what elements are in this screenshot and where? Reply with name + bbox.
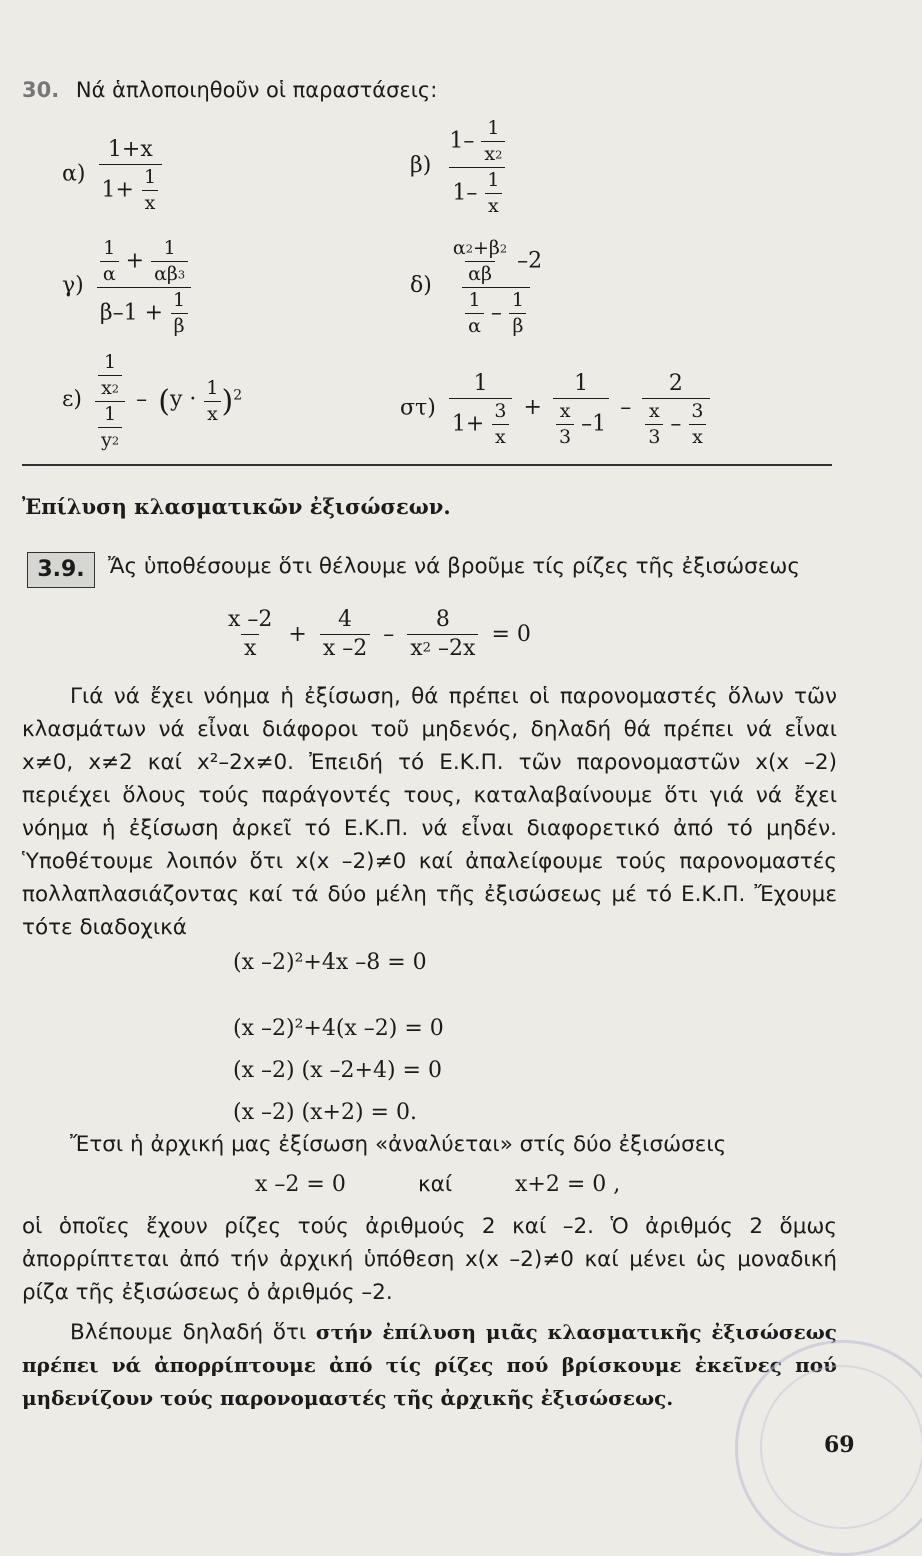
split-intro: Ἔτσι ἡ ἀρχική μας ἐξίσωση «ἀναλύεται» στίς δύο ἐξισώσεις — [70, 1132, 727, 1157]
explanation-paragraph: Γιά νά ἔχει νόημα ἡ ἐξίσωση, θά πρέπει οἱ παρονομαστές ὅλων τῶν κλασμάτων νά εἶναι διάφοροι τοῦ μηδενός, δηλαδή θά πρέπει νά εἶναι x≠0, x≠2 καί x²–2x≠0. Ἐπειδή τό Ε.Κ.Π. τῶν παρονομαστῶν x(x –2) περιέχει ὅλους τούς παράγοντές τους, καταλαβαίνουμε ὅτι γιά νά ἔχει νόημα ἡ ἐξίσωση ἀρκεῖ τό Ε.Κ.Π. νά εἶναι διαφορετικό ἀπό τό μηδέν. Ὑποθέτουμε λοιπόν ὅτι x(x –2)≠0 καί ἀπαλείφουμε τούς παρονομαστές πολλαπλασιάζοντας καί τά δύο μέλη τῆς ἐξισώσεως μέ τό Ε.Κ.Π. Ἔχουμε τότε διαδοχικά — [22, 684, 837, 940]
roots-paragraph: οἱ ὁποῖες ἔχουν ρίζες τούς ἀριθμούς 2 καί –2. Ὁ ἀριθμός 2 ὅμως ἀπορρίπτεται ἀπό τήν ἀρχική ὑπόθεση x(x –2)≠0 καί μένει ὡς μοναδική ρίζα τῆς ἐξισώσεως ὁ ἀριθμός –2. — [22, 1214, 837, 1305]
page-number: 69 — [824, 1432, 855, 1458]
derivation-step: (x –2) (x+2) = 0. — [233, 1100, 417, 1125]
item-epsilon: ε) $\frac{\frac{1}{x2}}{\frac{1}{y2}}$ – (y · $\frac{1}{x}$ )$^2$ — [62, 351, 243, 451]
exercise-prompt: Νά ἁπλοποιηθοῦν οἱ παραστάσεις: — [75, 78, 438, 102]
item-label: α) — [62, 161, 86, 187]
conclusion-bold: στήν ἐπίλυση μιᾶς κλασματικῆς ἐξισώσεως πρέπει νά ἀπορρίπτουμε ἀπό τίς ρίζες πού βρίσκουμε ἐκεῖνες πού μηδενίζουν τούς παρονομαστές τῆς ἀρχικῆς ἐξισώσεως. — [22, 1320, 837, 1410]
item-label: γ) — [62, 272, 84, 298]
split-conjunction: καί — [418, 1172, 453, 1197]
derivation-step: (x –2) (x –2+4) = 0 — [233, 1058, 442, 1083]
item-label: δ) — [410, 272, 432, 298]
main-equation: $\frac{x -2}{x}$ + $\frac{4}{x -2}$ – $\frac{8}{x2 -2x}$ = 0 — [228, 607, 531, 662]
fraction: $\frac{\alpha 2+\beta 2}{\alpha\beta}$ –2 $\frac{1}{\alpha}$ – $\frac{1}{\beta}$ — [452, 237, 543, 337]
split-left: x –2 = 0 — [255, 1172, 346, 1197]
fraction: $\frac{\frac{1}{x2}}{\frac{1}{y2}}$ — [95, 352, 125, 451]
conclusion-paragraph: Βλέπουμε δηλαδή ὅτι στήν ἐπίλυση μιᾶς κλασματικῆς ἐξισώσεως πρέπει νά ἀπορρίπτουμε ἀπό τίς ρίζες πού βρίσκουμε ἐκεῖνες πού μηδενίζουν τούς παρονομαστές τῆς ἀρχικῆς ἐξισώσεως. — [22, 1320, 837, 1410]
item-alpha — [62, 138, 162, 214]
fraction: 1+x 1+ $\frac{1}{x}$ — [99, 138, 163, 214]
fraction: 1 $\frac{x}{3}$ –1 — [553, 372, 609, 448]
section-intro: Ἄς ὑποθέσουμε ὅτι θέλουμε νά βροῦμε τίς ρίζες τῆς ἐξισώσεως — [108, 554, 800, 579]
fraction: $\frac{1}{\alpha}$ + $\frac{1}{\alpha\beta 3}$ β–1 + $\frac{1}{\beta}$ — [97, 238, 191, 337]
fraction: 1 1+ $\frac{3}{x}$ — [449, 372, 513, 448]
fraction: 1– $\frac{1}{x2}$ 1– $\frac{1}{x}$ — [446, 118, 508, 217]
item-delta — [410, 238, 545, 337]
derivation-step: (x –2)²+4(x –2) = 0 — [233, 1016, 444, 1041]
item-label: β) — [410, 152, 432, 178]
item-label: στ) — [400, 395, 436, 421]
exercise-header — [22, 78, 437, 102]
section-number: 3.9. — [27, 552, 95, 588]
item-beta — [410, 118, 508, 217]
fraction: 2 $\frac{x}{3}$ – $\frac{3}{x}$ — [642, 372, 709, 448]
section-title: Ἐπίλυση κλασματικῶν ἐξισώσεων. — [22, 494, 451, 519]
item-stigma: στ) 1 1+ $\frac{3}{x}$ + 1 $\frac{x}{3}$ –1 – 2 $\frac{x}{3}$ – $\frac{3}{x}$ — [400, 372, 710, 448]
item-label: ε) — [62, 386, 82, 412]
derivation-step: (x –2)²+4x –8 = 0 — [233, 950, 427, 975]
split-right: x+2 = 0 , — [515, 1172, 621, 1197]
item-gamma — [62, 238, 191, 337]
section-divider — [22, 464, 832, 466]
exercise-number: 30. — [22, 78, 60, 102]
library-stamp-inner-icon — [760, 1365, 922, 1529]
